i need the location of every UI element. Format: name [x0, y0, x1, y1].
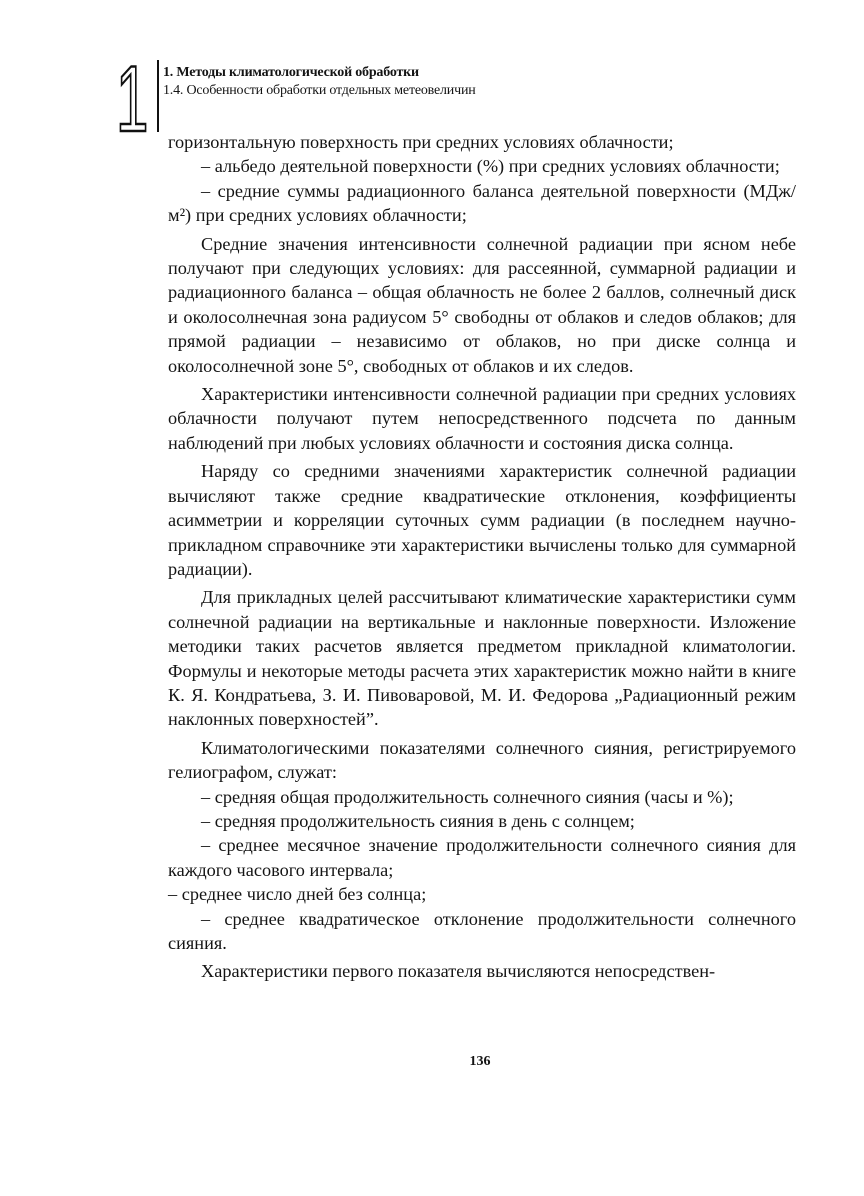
list-item-albedo: – альбедо деятельной поверхности (%) при средних условиях облачности; — [201, 156, 780, 177]
chapter-number: 1 — [116, 46, 149, 151]
section-title: 1. Методы климатологической обработки — [163, 65, 419, 80]
list-item-hourly-interval: – среднее месячное значение продолжительности солнечного сияния для каждого часового интервала; — [168, 835, 796, 880]
paragraph-first-indicator: Характеристики первого показателя вычисляются непосредствен- — [201, 961, 716, 982]
paragraph-statistics: Наряду со средними значениями характеристик солнечной радиации вычисляют также средние квадратические отклонения, коэффициенты асимметрии и корреляции суточных сумм радиации (в последнем научно-прикладном справочнике эти характеристики вычислены только для суммарной радиации). — [168, 461, 796, 579]
list-item-total-duration: – средняя общая продолжительность солнечного сияния (часы и %); — [201, 786, 734, 807]
page-body — [168, 130, 796, 984]
paragraph-clear-sky: Средние значения интенсивности солнечной радиации при ясном небе получают при следующих условиях: для рассеянной, суммарной радиации и радиационного баланса – общая облачность не более 2 баллов, солнечный диск и околосолнечная зона радиусом 5° свободны от облаков и следов облаков; для прямой радиации – независимо от облаков, но при диске солнца и околосолнечной зоне 5°, свободных от облаков и их следов. — [168, 233, 796, 376]
paragraph-average-cloudiness: Характеристики интенсивности солнечной радиации при средних условиях облачности получают путем непосредственного подсчета по данным наблюдений при любых условиях облачности и состояния диска солнца. — [168, 384, 796, 453]
paragraph-continuation: горизонтальную поверхность при средних условиях облачности; — [168, 132, 674, 152]
running-header — [163, 64, 476, 100]
list-item-days-without-sun: – среднее число дней без солнца; — [168, 884, 427, 905]
list-item-radiation-balance: – средние суммы радиационного баланса деятельной поверхности (МДж/м²) при средних условиях облачности; — [168, 180, 796, 226]
paragraph-applied-purposes: Для прикладных целей рассчитывают климатические характеристики сумм солнечной радиации на вертикальные и наклонные поверхности. Изложение методики таких расчетов является предметом прикладной климатологии. Формулы и некоторые методы расчета этих характеристик можно найти в книге К. Я. Кондратьева, З. И. Пивоваровой, М. И. Федорова „Радиационный режим наклонных поверхностей”. — [168, 587, 796, 730]
subsection-title: 1.4. Особенности обработки отдельных метеовеличин — [163, 83, 476, 98]
page-number: 136 — [469, 1054, 491, 1069]
header-divider — [157, 60, 159, 132]
list-item-std-deviation: – среднее квадратическое отклонение продолжительности солнечного сияния. — [168, 908, 796, 953]
paragraph-sunshine-indicators: Климатологическими показателями солнечного сияния, регистрируемого гелиографом, служат: — [168, 737, 796, 783]
list-item-duration-per-day: – средняя продолжительность сияния в день с солнцем; — [201, 810, 635, 831]
